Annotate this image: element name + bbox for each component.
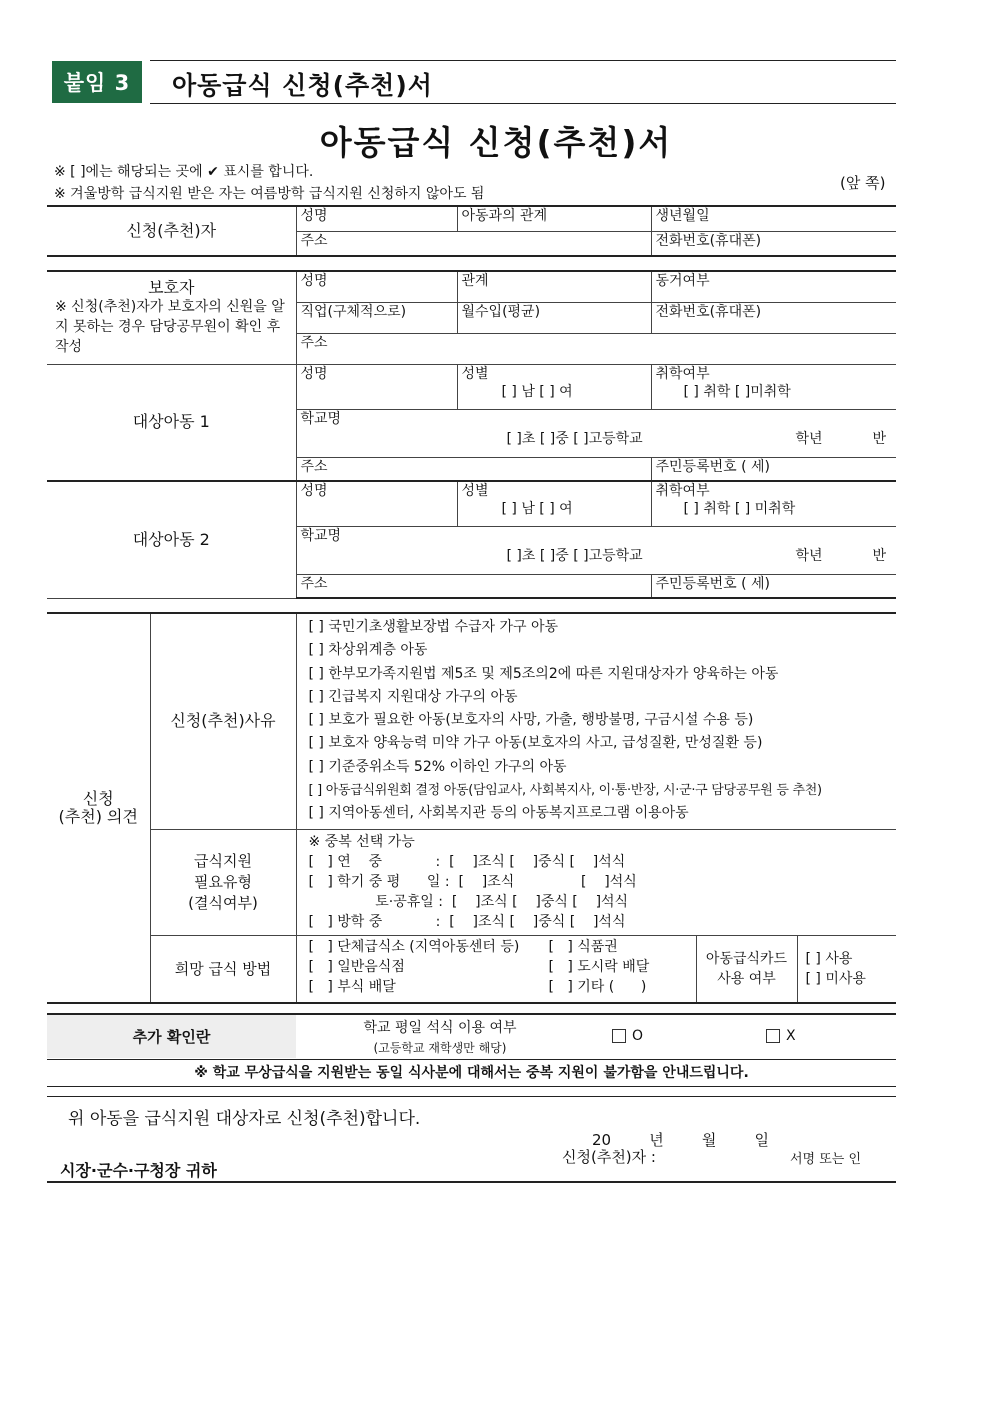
- child2-resident-field[interactable]: 주민등록번호 ( 세): [651, 574, 896, 598]
- card-label-2: 사용 여부: [717, 970, 776, 987]
- note-checkmark: ※ [ ]에는 해당되는 곳에 ✔ 표시를 합니다.: [54, 164, 314, 180]
- checkbox-o-icon[interactable]: [612, 1029, 626, 1043]
- child2-grade[interactable]: 학년: [795, 547, 823, 564]
- applicant-phone-field[interactable]: 전화번호(휴대폰): [651, 231, 896, 256]
- child2-school-cell: [296, 526, 896, 574]
- date-field[interactable]: 20 년 월 일: [592, 1131, 769, 1149]
- opinion-label-line2: (추천) 의견: [58, 806, 138, 826]
- duplicate-warning: ※ 학교 무상급식을 지원받는 동일 식사분에 대해서는 중복 지원이 불가함을 안내드립니다.: [194, 1065, 749, 1081]
- guardian-name-field[interactable]: 성명: [296, 271, 457, 302]
- child1-name-field[interactable]: 성명: [296, 364, 457, 409]
- guardian-label: 보호자: [148, 277, 195, 297]
- header-top-rule: [150, 60, 896, 61]
- footer-bottom-rule: [47, 1181, 896, 1183]
- reason-item[interactable]: [ ] 보호자 양육능력 미약 가구 아동(보호자의 사고, 급성질환, 만성질환 등): [308, 735, 763, 752]
- form-title: 아동급식 신청(추천)서: [319, 123, 673, 162]
- child1-school-levels[interactable]: [ ]초 [ ]중 [ ]고등학교: [506, 430, 643, 447]
- guardian-cohabit-field[interactable]: 동거여부: [651, 271, 896, 302]
- applicant-address-field[interactable]: 주소: [296, 231, 651, 256]
- extra-question-note: (고등학교 재학생만 해당): [373, 1041, 507, 1055]
- applicant-label: 신청(추천)자: [47, 206, 296, 256]
- reason-item[interactable]: [ ] 긴급복지 지원대상 가구의 아동: [308, 688, 518, 705]
- card-option-nouse[interactable]: [ ] 미사용: [805, 970, 866, 987]
- guardian-label-cell: [47, 271, 296, 364]
- child1-label: 대상아동 1: [47, 364, 296, 481]
- method-option[interactable]: [ ] 식품권: [548, 938, 618, 955]
- method-option[interactable]: [ ] 부식 배달: [308, 978, 396, 995]
- child1-class[interactable]: 반: [872, 430, 887, 447]
- method-label: 희망 급식 방법: [150, 935, 296, 1003]
- signature-field[interactable]: 서명 또는 인: [790, 1152, 862, 1167]
- reason-item[interactable]: [ ] 국민기초생활보장법 수급자 가구 아동: [308, 619, 559, 635]
- child1-sex-label: 성별: [461, 365, 489, 382]
- reason-item[interactable]: [ ] 기준중위소득 52% 이하인 가구의 아동: [308, 758, 567, 775]
- statement: 위 아동을 급식지원 대상자로 신청(추천)합니다.: [68, 1109, 421, 1129]
- guardian-address-field[interactable]: 주소: [296, 333, 896, 364]
- need-label-2: 필요유형: [194, 872, 252, 891]
- guardian-income-field[interactable]: 월수입(평균): [457, 302, 651, 333]
- child1-school-status-cell: [651, 364, 896, 409]
- attachment-badge: 붙임 3: [52, 61, 142, 103]
- need-row[interactable]: [ ] 방학 중 : [ ]조식 [ ]중식 [ ]석식: [308, 913, 626, 930]
- method-option[interactable]: [ ] 단체급식소 (지역아동센터 등): [308, 938, 520, 955]
- child1-grade[interactable]: 학년: [795, 430, 823, 447]
- need-label-3: (결식여부): [188, 893, 258, 912]
- extra-label: 추가 확인란: [47, 1015, 296, 1058]
- child2-sex-label: 성별: [461, 483, 489, 499]
- checkbox-x-icon[interactable]: [766, 1029, 780, 1043]
- footer-top-rule: [47, 1096, 896, 1097]
- addressee: 시장·군수·구청장 귀하: [60, 1161, 217, 1180]
- need-row[interactable]: 토·공휴일 : [ ]조식 [ ]중식 [ ]석식: [308, 893, 629, 910]
- need-note: ※ 중복 선택 가능: [308, 833, 415, 850]
- card-label-1: 아동급식카드: [705, 950, 788, 967]
- child1-school-cell: [296, 409, 896, 457]
- header-title: 아동급식 신청(추천)서: [172, 71, 433, 100]
- guardian-phone-field[interactable]: 전화번호(휴대폰): [651, 302, 896, 333]
- opinion-table: [47, 612, 896, 1004]
- reason-list: [296, 613, 896, 829]
- extra-option-x[interactable]: X: [766, 1028, 796, 1044]
- child2-label: 대상아동 2: [47, 481, 296, 598]
- child2-school-status-label: 취학여부: [655, 483, 710, 499]
- signer-label: 신청(추천)자 :: [562, 1148, 656, 1166]
- applicant-name-field[interactable]: 성명: [296, 206, 457, 231]
- child1-address-field[interactable]: 주소: [296, 457, 651, 481]
- child1-sex-options[interactable]: [ ] 남 [ ] 여: [501, 383, 573, 400]
- reason-label: 신청(추천)사유: [150, 613, 296, 829]
- need-row[interactable]: [ ] 연 중 : [ ]조식 [ ]중식 [ ]석식: [308, 853, 626, 870]
- reason-item[interactable]: [ ] 한부모가족지원법 제5조 및 제5조의2에 따른 지원대상자가 양육하는 아동: [308, 665, 779, 682]
- child2-name-field[interactable]: 성명: [296, 481, 457, 526]
- opinion-label-line1: 신청: [82, 788, 114, 808]
- child1-resident-field[interactable]: 주민등록번호 ( 세): [651, 457, 896, 481]
- opinion-label-cell: [47, 613, 150, 1003]
- reason-item[interactable]: [ ] 아동급식위원회 결정 아동(담임교사, 사회복지사, 이·통·반장, 시·군·구 담당공무원 등 추천): [308, 783, 822, 799]
- method-option[interactable]: [ ] 도시락 배달: [548, 958, 650, 975]
- method-option[interactable]: [ ] 일반음식점: [308, 958, 405, 975]
- card-cell: [696, 935, 896, 1003]
- guardian-note: ※ 신청(추천)자가 보호자의 신원을 알지 못하는 경우 담당공무원이 확인 후 작성: [55, 298, 285, 355]
- child2-address-field[interactable]: 주소: [296, 574, 651, 598]
- reason-item[interactable]: [ ] 지역아동센터, 사회복지관 등의 아동복지프로그램 이용아동: [308, 805, 689, 822]
- child2-class[interactable]: 반: [872, 547, 887, 564]
- extra-option-o[interactable]: O: [612, 1028, 643, 1044]
- note-winter: ※ 겨울방학 급식지원 받은 자는 여름방학 급식지원 신청하지 않아도 됨: [54, 186, 485, 202]
- applicant-relation-field[interactable]: 아동과의 관계: [457, 206, 651, 231]
- extra-question: 학교 평일 석식 이용 여부: [363, 1020, 517, 1036]
- extra-mid-rule: [47, 1059, 896, 1060]
- need-label-cell: [150, 829, 296, 935]
- method-cell: [296, 935, 696, 1003]
- method-option[interactable]: [ ] 기타 ( ): [548, 978, 647, 995]
- reason-item[interactable]: [ ] 보호가 필요한 아동(보호자의 사망, 가출, 행방불명, 구금시설 수용 등): [308, 712, 754, 729]
- need-label-1: 급식지원: [194, 851, 252, 870]
- child2-sex-cell: [457, 481, 651, 526]
- child1-school-label: 학교명: [300, 410, 342, 427]
- child2-school-status-options[interactable]: [ ] 취학 [ ] 미취학: [683, 501, 796, 517]
- child2-school-levels[interactable]: [ ]초 [ ]중 [ ]고등학교: [506, 547, 643, 564]
- card-option-use[interactable]: [ ] 사용: [805, 950, 853, 967]
- need-cell: [296, 829, 896, 935]
- applicant-table: [47, 205, 896, 257]
- child2-school-status-cell: [651, 481, 896, 526]
- child2-school-label: 학교명: [300, 527, 342, 544]
- applicant-birth-field[interactable]: 생년월일: [651, 206, 896, 231]
- guardian-relation-field[interactable]: 관계: [457, 271, 651, 302]
- child2-sex-options[interactable]: [ ] 남 [ ] 여: [501, 501, 573, 517]
- child1-school-status-options[interactable]: [ ] 취학 [ ]미취학: [683, 383, 791, 400]
- child1-sex-cell: [457, 364, 651, 409]
- extra-question-block: [310, 1017, 570, 1056]
- guardian-job-field[interactable]: 직업(구체적으로): [296, 302, 457, 333]
- page-side: (앞 쪽): [840, 174, 886, 192]
- need-row[interactable]: [ ] 학기 중 평 일 : [ ]조식 [ ]석식: [308, 873, 637, 890]
- header-bottom-rule: [150, 103, 896, 104]
- extra-bottom-rule: [47, 1086, 896, 1087]
- child1-school-status-label: 취학여부: [655, 365, 710, 382]
- guardian-child-table: [47, 270, 896, 599]
- reason-item[interactable]: [ ] 차상위계층 아동: [308, 642, 428, 659]
